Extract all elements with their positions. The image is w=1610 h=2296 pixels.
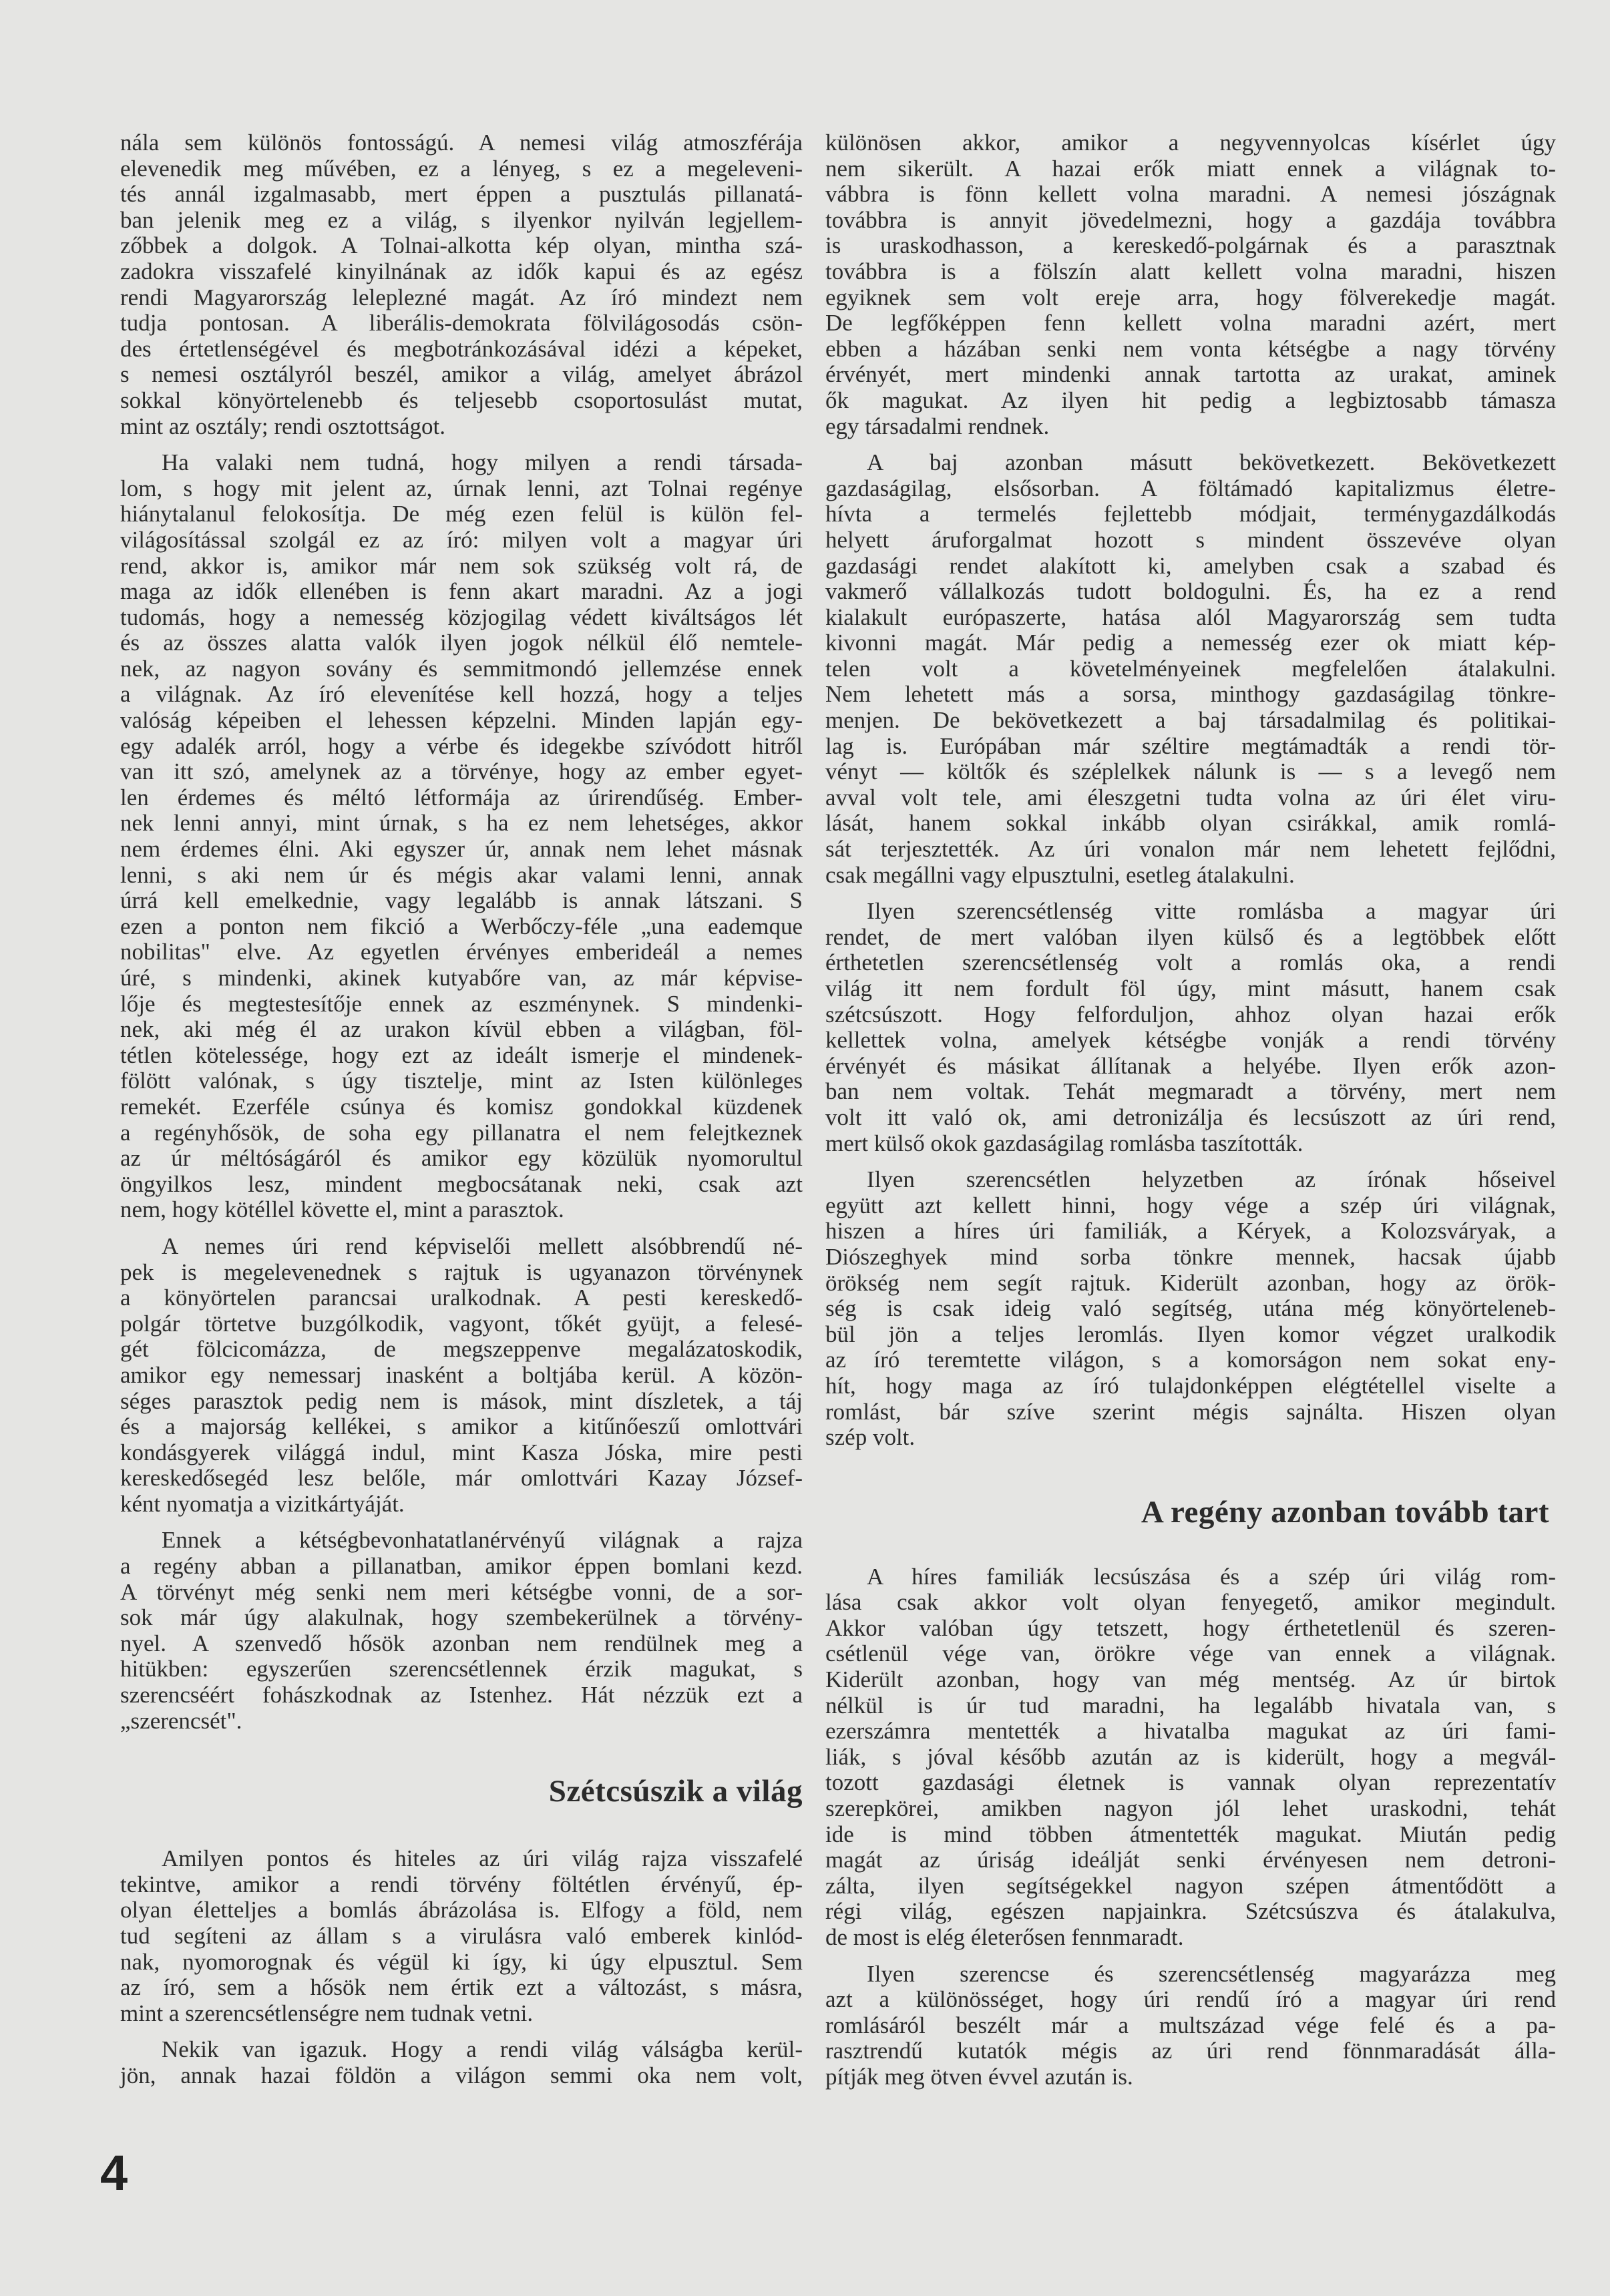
text-line: tétlen kötelessége, hogy ezt az ideált ismerje el mindenek- xyxy=(120,1042,803,1068)
text-line: polgár törtetve buzgólkodik, vagyont, tőkét gyüjt, a felesé- xyxy=(120,1310,803,1337)
page-number: 4 xyxy=(100,2145,128,2201)
text-line: lenni, s aki nem úr és mégis akar valami lenni, annak xyxy=(120,861,803,888)
text-line: hiszen a híres úri familiák, a Kéryek, a Kolozsváryak, a xyxy=(825,1218,1556,1244)
text-line: azt a különösséget, hogy úri rendű író a magyar úri rend xyxy=(825,1986,1556,2013)
text-line: egyiknek sem volt ereje arra, hogy fölverekedje magát. xyxy=(825,284,1556,310)
paragraph xyxy=(825,130,1556,439)
paragraph xyxy=(120,450,803,1223)
text-line: vábbra is fönn kellett volna maradni. A nemesi jószágnak xyxy=(825,181,1556,208)
text-line: gazdasági rendet alakított ki, amelyben csak a szabad és xyxy=(825,552,1556,579)
text-line: kivonni magát. Már pedig a nemesség ezer ok miatt kép- xyxy=(825,630,1556,656)
text-line: együtt azt kellett hinni, hogy vége a szép úri világnak, xyxy=(825,1192,1556,1218)
text-line: különösen akkor, amikor a negyvennyolcas kísérlet úgy xyxy=(825,130,1556,156)
text-line: rasztrendű kutatók mégis az úri rend fönnmaradását álla- xyxy=(825,2038,1556,2064)
text-line: hít, hogy maga az író tulajdonképpen elégtétellel viselte a xyxy=(825,1372,1556,1399)
text-line: érvényét és másikat állítanak a helyébe. Ilyen erők azon- xyxy=(825,1052,1556,1079)
text-line: vényt — költők és széplelkek nálunk is — s a levegő nem xyxy=(825,758,1556,785)
text-line: remekét. Ezerféle csúnya és komisz gondokkal küzdenek xyxy=(120,1093,803,1120)
text-line: Akkor valóban úgy tetszett, hogy érthetetlenül és szeren- xyxy=(825,1614,1556,1641)
text-line: kereskedősegéd lesz belőle, már omlottvári Kazay József- xyxy=(120,1465,803,1491)
text-line: nek, az nagyon sovány és semmitmondó jellemzése ennek xyxy=(120,655,803,682)
text-line: nélkül is úr tud maradni, ha legalább hivatala van, s xyxy=(825,1692,1556,1718)
text-line: az író teremtette világon, s a komorságon nem sokat eny- xyxy=(825,1347,1556,1373)
text-line: rendi Magyarország leleplezné magát. Az író mindezt nem xyxy=(120,284,803,310)
text-line: Ha valaki nem tudná, hogy milyen a rendi társada- xyxy=(162,449,803,476)
text-line: hiánytalanul felokosítja. De még ezen felül is külön fel- xyxy=(120,501,803,527)
text-line: menjen. De bekövetkezett a baj társadalmilag és politikai- xyxy=(825,707,1556,734)
paragraph xyxy=(825,899,1556,1156)
section-heading: Szétcsúszik a világ xyxy=(548,1774,803,1809)
text-line: olyan életteljes a bomlás ábrázolása is. Elfogy a föld, nem xyxy=(120,1897,803,1923)
text-line: A híres familiák lecsúszása és a szép úri világ rom- xyxy=(867,1563,1556,1590)
text-line: ezerszámra mentették a hivatalba magukat az úri fami- xyxy=(825,1718,1556,1745)
text-line: és az összes alatta valók ilyen jogok nélkül élő nemtele- xyxy=(120,630,803,656)
text-line: szerepkörei, amikben nagyon jól lehet uraskodni, tehát xyxy=(825,1795,1556,1822)
paragraph xyxy=(825,450,1556,888)
text-line: nobilitas" elve. Az egyetlen érvényes emberideál a nemes xyxy=(120,939,803,965)
text-line: hívta a termelés fejlettebb módjait, terménygazdálkodás xyxy=(825,501,1556,527)
text-line: sokkal könyörtelenebb és teljesebb csoportosulást mutat, xyxy=(120,387,803,413)
text-line: Ilyen szerencsétlenség vitte romlásba a magyar úri xyxy=(867,898,1556,925)
text-line: szerencséért fohászkodnak az Istenhez. Hát nézzük ezt a xyxy=(120,1682,803,1708)
text-line: mint a szerencsétlenségre nem tudnak vetni. xyxy=(120,2000,534,2026)
text-line: A nemes úri rend képviselői mellett alsóbbrendű né- xyxy=(162,1232,803,1259)
text-line: maga az idők ellenében is fenn akart maradni. Az a jogi xyxy=(120,578,803,605)
text-line: világ itt nem fordult föl úgy, mint másutt, hanem csak xyxy=(825,975,1556,1001)
text-line: zőbbek a dolgok. A Tolnai-alkotta kép olyan, mintha szá- xyxy=(120,232,803,259)
text-line: úré, s mindenki, akinek kutyabőre van, az már képvise- xyxy=(120,965,803,991)
text-line: tés annál izgalmasabb, mert éppen a pusztulás pillanatá- xyxy=(120,181,803,208)
text-line: mint az osztály; rendi osztottságot. xyxy=(120,413,445,439)
text-line: lása csak akkor volt olyan fenyegető, amikor megindult. xyxy=(825,1589,1556,1616)
text-line: nem sikerült. A hazai erők miatt ennek a világnak to- xyxy=(825,155,1556,182)
text-line: ide is mind többen átmentették magukat. Miután pedig xyxy=(825,1821,1556,1847)
text-line: rendet, de mert valóban ilyen külső és a legtöbbek előtt xyxy=(825,923,1556,950)
text-line: zadokra visszafelé kinyilnának az idők kapui és az egész xyxy=(120,258,803,284)
text-line: világosítással szolgál ez az író: milyen volt a magyar úri xyxy=(120,526,803,553)
text-line: ebben a házában senki nem vonta kétségbe a nagy törvény xyxy=(825,335,1556,362)
text-line: romlásáról beszélt már a multszázad vége felé és a pa- xyxy=(825,2012,1556,2038)
paragraph xyxy=(825,1167,1556,1451)
text-line: fölött valónak, s úgy tisztelje, mint az Isten különleges xyxy=(120,1068,803,1094)
text-line: érthetetlen szerencsétlenség volt a romlás oka, a rendi xyxy=(825,949,1556,976)
paragraph xyxy=(825,1962,1556,2090)
text-line: régi világ, egészen napjainkra. Szétcsúszva és átalakulva, xyxy=(825,1898,1556,1925)
text-line: örökség nem segít rajtuk. Kiderült azonban, hogy az örök- xyxy=(825,1269,1556,1296)
text-line: Nekik van igazuk. Hogy a rendi világ válságba kerül- xyxy=(162,2036,803,2063)
text-line: csétlenül vége van, örökre vége van ennek a világnak. xyxy=(825,1640,1556,1667)
text-line: pítják meg ötven évvel azután is. xyxy=(825,2063,1133,2090)
text-line: gazdaságilag, elsősorban. A föltámadó kapitalizmus életre- xyxy=(825,475,1556,501)
text-line: is uraskodhasson, a kereskedő-polgárnak és a parasztnak xyxy=(825,232,1556,259)
text-line: a regény abban a pillanatban, amikor éppen bomlani kezd. xyxy=(120,1553,803,1580)
text-line: úrrá kell emelkednie, vagy legalább is annak látszani. S xyxy=(120,887,803,914)
text-line: nem, hogy kötéllel követte el, mint a parasztok. xyxy=(120,1196,564,1223)
text-line: lását, hanem sokkal inkább olyan csirákkal, amik romlá- xyxy=(825,810,1556,837)
text-line: Ennek a kétségbevonhatatlanérvényű világnak a rajza xyxy=(162,1527,803,1554)
text-line: kondásgyerek világgá indul, mint Kasza Jóska, mire pesti xyxy=(120,1439,803,1465)
text-line: lője és megtestesítője ennek az eszménynek. S mindenki- xyxy=(120,990,803,1017)
text-line: tudja pontosan. A liberális-demokrata fölvilágosodás csön- xyxy=(120,310,803,336)
text-line: egy társadalmi rendnek. xyxy=(825,413,1050,439)
text-line: romlást, bár szíve szerint mégis sajnálta. Hiszen olyan xyxy=(825,1398,1556,1425)
text-line: öngyilkos lesz, mindent megbocsátanak neki, csak azt xyxy=(120,1170,803,1197)
text-line: ők magukat. Az ilyen hit pedig a legbiztosabb támasza xyxy=(825,387,1556,413)
text-line: nála sem különös fontosságú. A nemesi világ atmoszférája xyxy=(120,130,803,156)
text-line: sok már úgy alakulnak, hogy szembekerülnek a törvény- xyxy=(120,1604,803,1631)
text-line: kialakult európaszerte, hatása alól Magyarország sem tudta xyxy=(825,604,1556,630)
text-line: tudomás, hogy a nemesség közjogilag védett kiváltságos lét xyxy=(120,604,803,630)
text-line: továbbra is a fölszín alatt kellett volna maradni, hiszen xyxy=(825,258,1556,284)
text-line: elevenedik meg művében, ez a lényeg, s ez a megeleveni- xyxy=(120,155,803,182)
text-line: ban nem voltak. Tehát megmaradt a törvény, mert nem xyxy=(825,1078,1556,1105)
paragraph xyxy=(120,2037,803,2088)
text-line: van itt szó, amelynek az a törvénye, hogy az ember egyet- xyxy=(120,758,803,785)
left-column xyxy=(120,130,803,2100)
text-line: tekintve, amikor a rendi törvény föltétlen érvényű, ép- xyxy=(120,1871,803,1897)
text-line: Diószeghyek mind sorba tönkre mennek, hacsak újabb xyxy=(825,1243,1556,1270)
text-line: nek, aki még él az urakon kívül ebben a világban, föl- xyxy=(120,1016,803,1043)
text-line: ban jelenik meg ez a világ, s ilyenkor nyilván legjellem- xyxy=(120,206,803,233)
text-line: Ilyen szerencsétlen helyzetben az írónak hőseivel xyxy=(867,1166,1556,1193)
text-line: vakmerő vállalkozás tudott boldogulni. És, ha ez a rend xyxy=(825,578,1556,605)
text-line: volt itt való ok, ami detronizálja és lecsúszott az úri rend, xyxy=(825,1104,1556,1130)
text-line: a regényhősök, de soha egy pillanatra el nem felejtkeznek xyxy=(120,1119,803,1146)
text-line: telen volt a követelményeinek megfelelően átalakulni. xyxy=(825,655,1556,682)
text-line: sát terjesztették. Az úri vonalon már nem lehetett fejlődni, xyxy=(825,836,1556,863)
text-line: des értetlenségével és megbotránkozásával idézi a képeket, xyxy=(120,335,803,362)
text-line: séges parasztok pedig nem is mások, mint díszletek, a táj xyxy=(120,1387,803,1414)
text-line: mert külső okok gazdaságilag romlásba taszították. xyxy=(825,1130,1303,1156)
text-line: ezen a ponton nem fikció a Werbőczy-féle „una eademque xyxy=(120,913,803,939)
text-line: továbbra is annyit jövedelmezni, hogy a gazdája továbbra xyxy=(825,206,1556,233)
text-line: ként nyomatja a vizitkártyáját. xyxy=(120,1490,405,1517)
paragraph xyxy=(120,1234,803,1518)
text-line: helyett áruforgalmat hozott s mindent összevéve olyan xyxy=(825,526,1556,553)
paragraph xyxy=(120,1846,803,2026)
text-line: zálta, ilyen segítségekkel nagyon szépen átmentődött a xyxy=(825,1872,1556,1899)
text-line: „szerencsét". xyxy=(120,1707,242,1734)
text-line: tud segíteni az állam s a virulásra való emberek kinlód- xyxy=(120,1923,803,1949)
text-line: az író, sem a hősök nem értik ezt a változást, s másra, xyxy=(120,1974,803,2001)
right-column xyxy=(825,130,1556,2101)
text-line: De legfőképpen fenn kellett volna maradni azért, mert xyxy=(825,310,1556,336)
paragraph xyxy=(825,1564,1556,1951)
paragraph xyxy=(120,1528,803,1734)
text-line: Nem lehetett más a sorsa, minthogy gazdaságilag tönkre- xyxy=(825,681,1556,708)
text-line: amikor egy nemessarj inasként a boltjába kerül. A közön- xyxy=(120,1361,803,1388)
text-line: jön, annak hazai földön a világon semmi oka nem volt, xyxy=(120,2062,803,2088)
text-line: liák, s jóval később azután az is kiderült, hogy a megvál- xyxy=(825,1743,1556,1770)
text-line: valóság képeiben el lehessen képzelni. Minden lapján egy- xyxy=(120,707,803,734)
text-line: Ilyen szerencse és szerencsétlenség magyarázza meg xyxy=(867,1960,1556,1987)
text-line: bül jön a teljes leromlás. Ilyen komor végzet uralkodik xyxy=(825,1321,1556,1347)
text-line: lag is. Európában már széltire megtámadták a rendi tör- xyxy=(825,732,1556,759)
text-line: és a majorság kellékei, s amikor a kitűnőeszű omlottvári xyxy=(120,1413,803,1440)
section-heading: A regény azonban tovább tart xyxy=(1141,1494,1549,1530)
text-line: gét fölcicomázza, de megszeppenve megalázatoskodik, xyxy=(120,1336,803,1363)
text-line: érvényét, mert mindenki annak tartotta az urakat, aminek xyxy=(825,361,1556,388)
text-line: szétcsúszott. Hogy felforduljon, ahhoz olyan hazai erők xyxy=(825,1001,1556,1027)
text-line: nem érdemes élni. Aki egyszer úr, annak nem lehet másnak xyxy=(120,836,803,863)
text-line: nyel. A szenvedő hősök azonban nem rendülnek meg a xyxy=(120,1630,803,1656)
text-line: pek is megelevenednek s rajtuk is ugyanazon törvénynek xyxy=(120,1258,803,1285)
text-line: ség is csak ideig való segítség, utána még könyörteleneb- xyxy=(825,1295,1556,1322)
paragraph xyxy=(120,130,803,439)
text-line: A baj azonban másutt bekövetkezett. Bekövetkezett xyxy=(867,449,1556,476)
text-line: magát az úriság ideálját senki érvényesen nem detroni- xyxy=(825,1847,1556,1873)
text-line: egy adalék arról, hogy a vérbe és idegekbe szívódott hitről xyxy=(120,732,803,759)
text-line: A törvényt még senki nem meri kétségbe vonni, de a sor- xyxy=(120,1578,803,1605)
text-line: hitükben: egyszerűen szerencsétlennek érzik magukat, s xyxy=(120,1656,803,1682)
text-line: tozott gazdasági életnek is vannak olyan reprezentatív xyxy=(825,1769,1556,1796)
text-line: Amilyen pontos és hiteles az úri világ rajza visszafelé xyxy=(162,1845,803,1872)
text-line: rend, akkor is, amikor már nem sok szükség volt rá, de xyxy=(120,552,803,579)
text-line: len érdemes és méltó létformája az úrirendűség. Ember- xyxy=(120,784,803,811)
text-line: az úr méltóságáról és amikor egy közülük nyomorultul xyxy=(120,1145,803,1172)
text-line: s nemesi osztályról beszél, amikor a világ, amelyet ábrázol xyxy=(120,361,803,388)
text-line: kellettek volna, amelyek kétségbe vonják a rendi törvény xyxy=(825,1027,1556,1054)
text-line: a könyörtelen parancsai uralkodnak. A pesti kereskedő- xyxy=(120,1285,803,1311)
text-line: avval volt tele, ami éleszgetni tudta volna az úri élet viru- xyxy=(825,784,1556,811)
text-line: csak megállni vagy elpusztulni, esetleg átalakulni. xyxy=(825,861,1295,888)
text-line: a világnak. Az író elevenítése kell hozzá, hogy a teljes xyxy=(120,681,803,708)
text-line: lom, s hogy mit jelent az, úrnak lenni, azt Tolnai regénye xyxy=(120,475,803,501)
text-line: nak, nyomorognak és végül ki így, ki úgy elpusztul. Sem xyxy=(120,1948,803,1975)
text-line: szép volt. xyxy=(825,1424,916,1451)
text-line: Kiderült azonban, hogy van még mentség. Az úr birtok xyxy=(825,1666,1556,1693)
text-line: nek lenni annyi, mint úrnak, s ha ez nem lehetséges, akkor xyxy=(120,810,803,837)
text-line: de most is elég életerősen fennmaradt. xyxy=(825,1924,1184,1950)
